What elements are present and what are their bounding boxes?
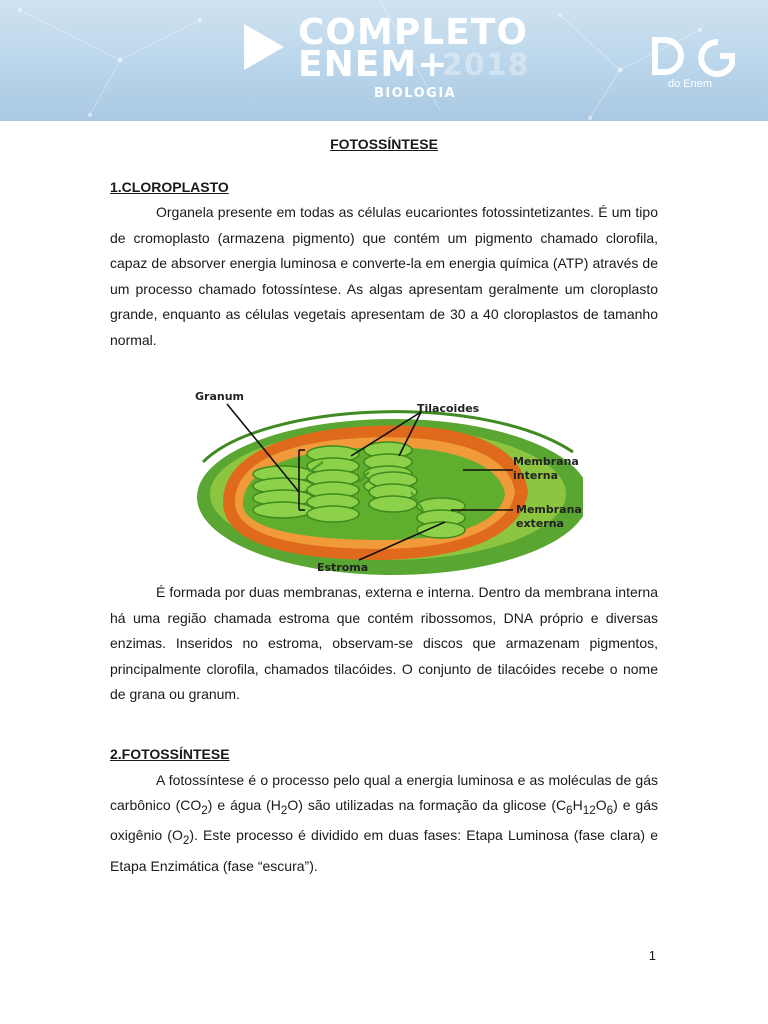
label-tilacoides: Tilacoides xyxy=(417,402,480,415)
logo-caption: do Enem xyxy=(668,78,713,90)
banner-title-line1: COMPLETO xyxy=(298,12,528,53)
document-body-continued xyxy=(110,580,658,879)
page-number: 1 xyxy=(648,948,656,963)
label-granum: Granum xyxy=(195,390,245,403)
banner-year: 2018 xyxy=(442,48,530,83)
label-membrana-externa-1: Membrana xyxy=(516,503,582,516)
page-title: FOTOSSÍNTESE xyxy=(330,136,438,152)
banner-title-line2: ENEM+ xyxy=(298,44,449,85)
document-body xyxy=(110,136,658,353)
label-estroma: Estroma xyxy=(317,561,369,574)
paragraph-fotossintese-intro: A fotossíntese é o processo pelo qual a energia luminosa e as moléculas de gás carbônico $(CO_2)$ e água $(H_2O)$ são utilizadas na formação da glicose $(C_6H_{12}O_6)$ e gás oxigênio $(O_2)$. Este processo é dividido em duas fases: Etapa Luminosa (fase clara) e Etapa Enzimática (fase “escura”). xyxy=(110,771,658,874)
paragraph-cloroplasto-structure: É formada por duas membranas, externa e interna. Dentro da membrana interna há uma região chamada estroma que contém ribossomos, DNA próprio e diversas enzimas. Inseridos no estroma, observam-se discos que armazenam pigmentos, principalmente clorofila, chamados tilacóides. O conjunto de tilacóides recebe o nome de grana ou granum. xyxy=(110,584,658,702)
label-membrana-externa-2: externa xyxy=(516,517,564,530)
header-banner xyxy=(0,0,768,121)
banner-subtitle: BIOLOGIA xyxy=(374,86,457,101)
paragraph-cloroplasto-intro: Organela presente em todas as células eucariontes fotossintetizantes. É um tipo de cromoplasto (armazena pigmento) que contém um pigmento chamado clorofila, capaz de absorver energia luminosa e converte-la em energia química (ATP) através de um processo chamado fotossíntese. As algas apresentam geralmente um cloroplasto grande, enquanto as células vegetais apresentam de 30 a 40 cloroplastos de tamanho normal. xyxy=(110,204,658,348)
section-heading-cloroplasto: 1.CLOROPLASTO xyxy=(110,179,229,195)
chloroplast-diagram xyxy=(183,382,583,576)
dg-logo-icon xyxy=(655,40,732,74)
play-icon xyxy=(244,24,284,70)
section-heading-fotossintese: 2.FOTOSSÍNTESE xyxy=(110,745,230,762)
label-membrana-interna-1: Membrana xyxy=(513,455,579,468)
label-membrana-interna-2: interna xyxy=(513,469,558,482)
